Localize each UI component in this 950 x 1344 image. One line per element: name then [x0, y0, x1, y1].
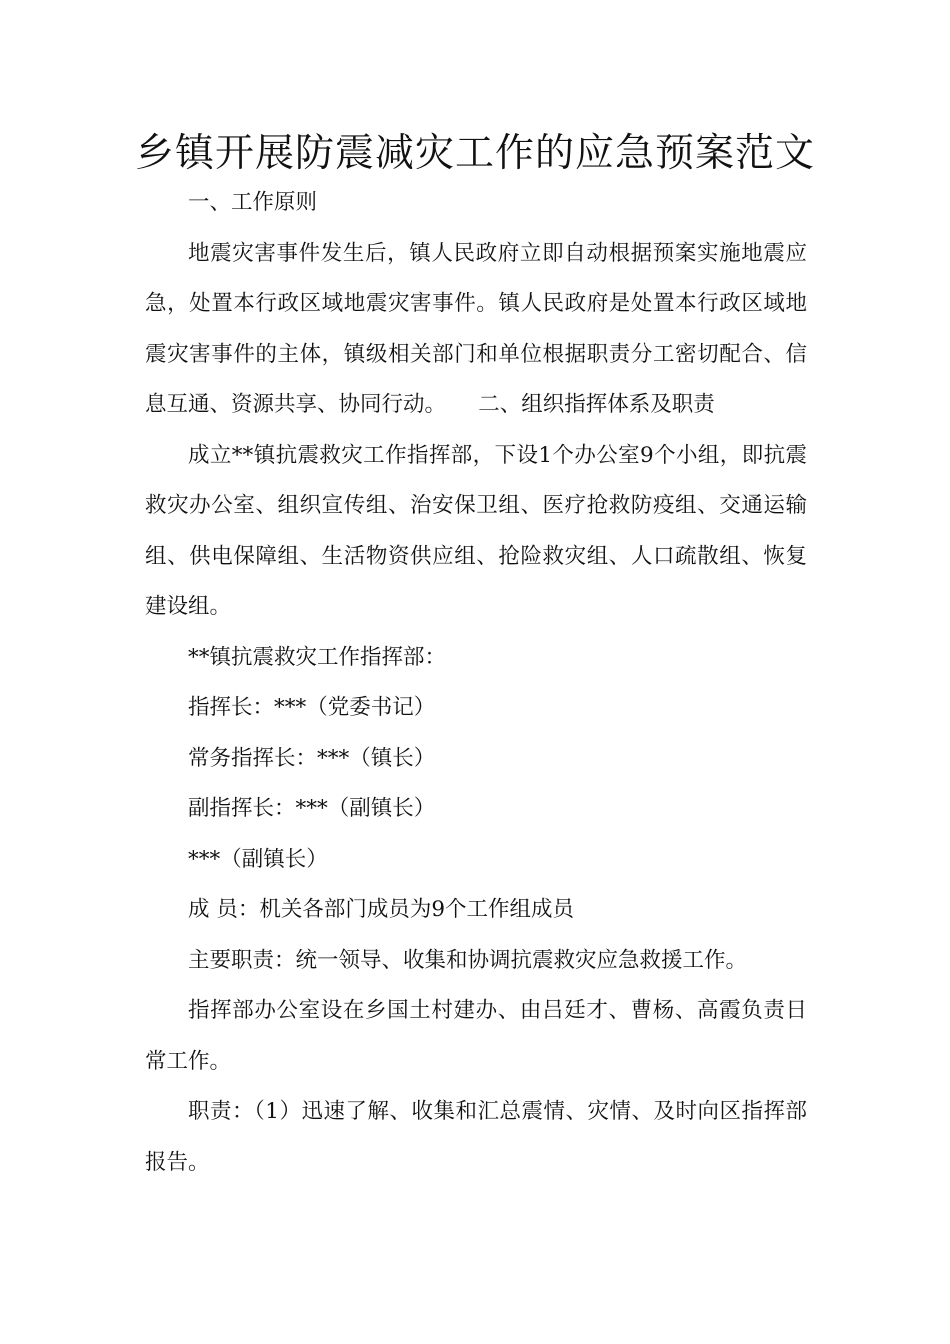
section-heading-work-principles: 一、工作原则	[188, 190, 318, 215]
document-title: 乡镇开展防震减灾工作的应急预案范文	[134, 131, 815, 176]
paragraph-deputy-commander-2: ***（副镇长）	[188, 846, 328, 872]
paragraph-executive-commander: 常务指挥长：***（镇长）	[188, 745, 436, 771]
paragraph-command-headquarters: **镇抗震救灾工作指挥部：	[188, 644, 447, 670]
paragraph-members: 成 员：机关各部门成员为9个工作组成员	[188, 897, 575, 922]
paragraph-earthquake-response: 地震灾害事件发生后，镇人民政府立即自动根据预案实施地震应急，处置本行政区域地震灾害事件。镇人民政府是处置本行政区域地震灾害事件的主体，镇级相关部门和单位根据职责分工密切配合、信息互通、资源共享、协同行动。 二、组织指挥体系及职责	[145, 240, 807, 417]
document-body	[145, 178, 807, 1188]
paragraph-main-duties: 主要职责：统一领导、收集和协调抗震救灾应急救援工作。	[188, 947, 748, 973]
paragraph-office-duties: 职责：（1）迅速了解、收集和汇总震情、灾情、及时向区指挥部报告。	[145, 1099, 807, 1175]
paragraph-deputy-commander: 副指挥长：***（副镇长）	[188, 796, 436, 821]
paragraph-office-location: 指挥部办公室设在乡国土村建办、由吕廷才、曹杨、高霞负责日常工作。	[145, 998, 807, 1074]
paragraph-command-structure: 成立**镇抗震救灾工作指挥部，下设1个办公室9个小组，即抗震救灾办公室、组织宣传组、治安保卫组、医疗抢救防疫组、交通运输组、供电保障组、生活物资供应组、抢险救灾组、人口疏散组、恢复建设组。	[145, 442, 807, 619]
paragraph-commander: 指挥长：***（党委书记）	[188, 695, 436, 720]
